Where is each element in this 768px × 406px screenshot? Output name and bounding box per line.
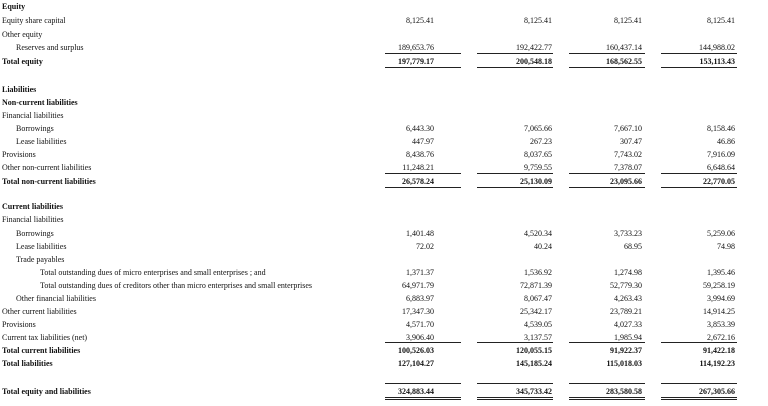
row-value: 6,648.64: [707, 163, 735, 172]
row-value: 17,347.30: [402, 307, 434, 316]
row-value: 8,125.41: [406, 16, 434, 25]
table-row: [0, 227, 768, 240]
total-rule-line: [385, 53, 461, 54]
row-value: 2,672.16: [707, 333, 735, 342]
row-label: Other financial liabilities: [16, 294, 96, 303]
row-value: 4,539.05: [524, 320, 552, 329]
row-label: Financial liabilities: [2, 111, 64, 120]
row-value: 114,192.23: [699, 359, 735, 368]
total-rule-line: [661, 173, 737, 174]
total-rule-line: [569, 53, 645, 54]
table-row: [0, 109, 768, 122]
row-value: 4,263.43: [614, 294, 642, 303]
row-label: Equity share capital: [2, 16, 66, 25]
table-row: [0, 14, 768, 27]
row-value: 23,789.21: [610, 307, 642, 316]
row-value: 145,185.24: [516, 359, 552, 368]
row-value: 4,027.33: [614, 320, 642, 329]
row-value: 1,401.48: [406, 229, 434, 238]
total-rule-line: [385, 342, 461, 343]
row-label: Current liabilities: [2, 202, 63, 211]
row-value: 1,371.37: [406, 268, 434, 277]
table-row: [0, 175, 768, 188]
row-value: 127,104.27: [398, 359, 434, 368]
total-rule-line: [385, 383, 461, 384]
row-label: Other non-current liabilities: [2, 163, 92, 172]
row-value: 7,667.10: [614, 124, 642, 133]
total-rule-line: [477, 53, 553, 54]
table-row: [0, 28, 768, 41]
row-value: 25,342.17: [520, 307, 552, 316]
row-value: 40.24: [534, 242, 552, 251]
total-rule-line: [569, 383, 645, 384]
table-row: [0, 41, 768, 54]
table-row: [0, 292, 768, 305]
table-row: [0, 253, 768, 266]
table-row: [0, 279, 768, 292]
row-value: 1,536.92: [524, 268, 552, 277]
row-value: 7,378.07: [614, 163, 642, 172]
row-label: Liabilities: [2, 85, 37, 94]
row-label: Reserves and surplus: [16, 43, 84, 52]
row-value: 6,443.30: [406, 124, 434, 133]
row-value: 23,095.66: [610, 177, 642, 186]
row-label: Total liabilities: [2, 359, 53, 368]
table-row: [0, 240, 768, 253]
total-rule-line: [661, 342, 737, 343]
row-value: 91,922.37: [610, 346, 642, 355]
row-value: 267.23: [530, 137, 552, 146]
row-label: Trade payables: [16, 255, 65, 264]
total-rule-line: [385, 397, 461, 398]
row-value: 153,113.43: [699, 57, 735, 66]
total-rule-line: [569, 67, 645, 68]
row-label: Other current liabilities: [2, 307, 77, 316]
row-value: 144,988.02: [699, 43, 735, 52]
row-value: 168,562.55: [606, 57, 642, 66]
row-value: 267,305.66: [699, 387, 735, 396]
row-value: 7,743.02: [614, 150, 642, 159]
table-row: [0, 83, 768, 96]
table-row: [0, 344, 768, 357]
row-label: Current tax liabilities (net): [2, 333, 88, 342]
row-label: Total outstanding dues of creditors other than micro enterprises and small enterprises: [40, 281, 313, 290]
row-value: 192,422.77: [516, 43, 552, 52]
table-row: [0, 122, 768, 135]
row-label: Total non-current liabilities: [2, 177, 96, 186]
table-row: [0, 55, 768, 68]
row-value: 4,571.70: [406, 320, 434, 329]
row-value: 52,779.30: [610, 281, 642, 290]
table-row: [0, 148, 768, 161]
row-value: 91,422.18: [703, 346, 735, 355]
row-label: Lease liabilities: [16, 137, 67, 146]
total-rule-line: [477, 67, 553, 68]
row-value: 283,580.58: [606, 387, 642, 396]
row-value: 3,733.23: [614, 229, 642, 238]
row-value: 8,438.76: [406, 150, 434, 159]
table-row: [0, 213, 768, 226]
row-value: 72,871.39: [520, 281, 552, 290]
row-label: Borrowings: [16, 124, 54, 133]
row-label: Financial liabilities: [2, 215, 64, 224]
total-rule-line: [385, 187, 461, 188]
row-value: 7,916.09: [707, 150, 735, 159]
row-value: 8,037.65: [524, 150, 552, 159]
row-value: 189,653.76: [398, 43, 434, 52]
row-value: 72.02: [416, 242, 434, 251]
row-value: 5,259.06: [707, 229, 735, 238]
row-label: Equity: [2, 2, 26, 11]
row-value: 447.97: [412, 137, 434, 146]
total-rule-line: [661, 397, 737, 398]
total-rule-line: [569, 187, 645, 188]
row-label: Provisions: [2, 150, 36, 159]
row-value: 26,578.24: [402, 177, 434, 186]
table-row: [0, 200, 768, 213]
table-row: [0, 0, 768, 13]
table-row: [0, 385, 768, 398]
total-rule-line: [477, 187, 553, 188]
row-value: 1,395.46: [707, 268, 735, 277]
table-row: [0, 161, 768, 174]
total-rule-line: [569, 342, 645, 343]
total-rule-line: [477, 399, 553, 400]
row-value: 9,759.55: [524, 163, 552, 172]
row-value: 200,548.18: [516, 57, 552, 66]
total-rule-line: [477, 173, 553, 174]
row-value: 74.98: [717, 242, 735, 251]
row-value: 197,779.17: [398, 57, 434, 66]
row-value: 160,437.14: [606, 43, 642, 52]
table-row: [0, 318, 768, 331]
total-rule-line: [385, 67, 461, 68]
row-value: 7,065.66: [524, 124, 552, 133]
row-value: 8,125.41: [524, 16, 552, 25]
table-row: [0, 266, 768, 279]
row-value: 6,883.97: [406, 294, 434, 303]
row-label: Total equity and liabilities: [2, 387, 91, 396]
row-label: Borrowings: [16, 229, 54, 238]
row-value: 100,526.03: [398, 346, 434, 355]
row-value: 64,971.79: [402, 281, 434, 290]
row-label: Other equity: [2, 30, 43, 39]
row-value: 68.95: [624, 242, 642, 251]
row-value: 345,733.42: [516, 387, 552, 396]
row-value: 1,274.98: [614, 268, 642, 277]
total-rule-line: [569, 399, 645, 400]
row-value: 1,985.94: [614, 333, 642, 342]
total-rule-line: [661, 383, 737, 384]
row-label: Total outstanding dues of micro enterprises and small enterprises ; and: [40, 268, 266, 277]
total-rule-line: [661, 399, 737, 400]
row-label: Non-current liabilities: [2, 98, 78, 107]
total-rule-line: [661, 67, 737, 68]
row-value: 22,770.05: [703, 177, 735, 186]
row-value: 46.86: [717, 137, 735, 146]
row-value: 14,914.25: [703, 307, 735, 316]
total-rule-line: [661, 187, 737, 188]
row-value: 25,130.09: [520, 177, 552, 186]
table-row: [0, 331, 768, 344]
total-rule-line: [569, 397, 645, 398]
row-value: 8,067.47: [524, 294, 552, 303]
row-value: 8,125.41: [614, 16, 642, 25]
row-label: Provisions: [2, 320, 36, 329]
row-value: 8,158.46: [707, 124, 735, 133]
table-row: [0, 96, 768, 109]
table-row: [0, 357, 768, 370]
row-value: 3,906.40: [406, 333, 434, 342]
row-value: 120,055.15: [516, 346, 552, 355]
row-value: 324,883.44: [398, 387, 434, 396]
row-value: 11,248.21: [402, 163, 434, 172]
total-rule-line: [661, 53, 737, 54]
total-rule-line: [385, 399, 461, 400]
row-label: Lease liabilities: [16, 242, 67, 251]
total-rule-line: [477, 342, 553, 343]
total-rule-line: [477, 397, 553, 398]
row-value: 3,137.57: [524, 333, 552, 342]
total-rule-line: [569, 173, 645, 174]
table-row: [0, 135, 768, 148]
total-rule-line: [385, 173, 461, 174]
row-value: 4,520.34: [524, 229, 552, 238]
row-value: 59,258.19: [703, 281, 735, 290]
row-label: Total current liabilities: [2, 346, 81, 355]
row-value: 115,018.03: [606, 359, 642, 368]
row-value: 8,125.41: [707, 16, 735, 25]
row-value: 3,853.39: [707, 320, 735, 329]
row-value: 3,994.69: [707, 294, 735, 303]
row-label: Total equity: [2, 57, 43, 66]
table-row: [0, 305, 768, 318]
row-value: 307.47: [620, 137, 642, 146]
total-rule-line: [477, 383, 553, 384]
